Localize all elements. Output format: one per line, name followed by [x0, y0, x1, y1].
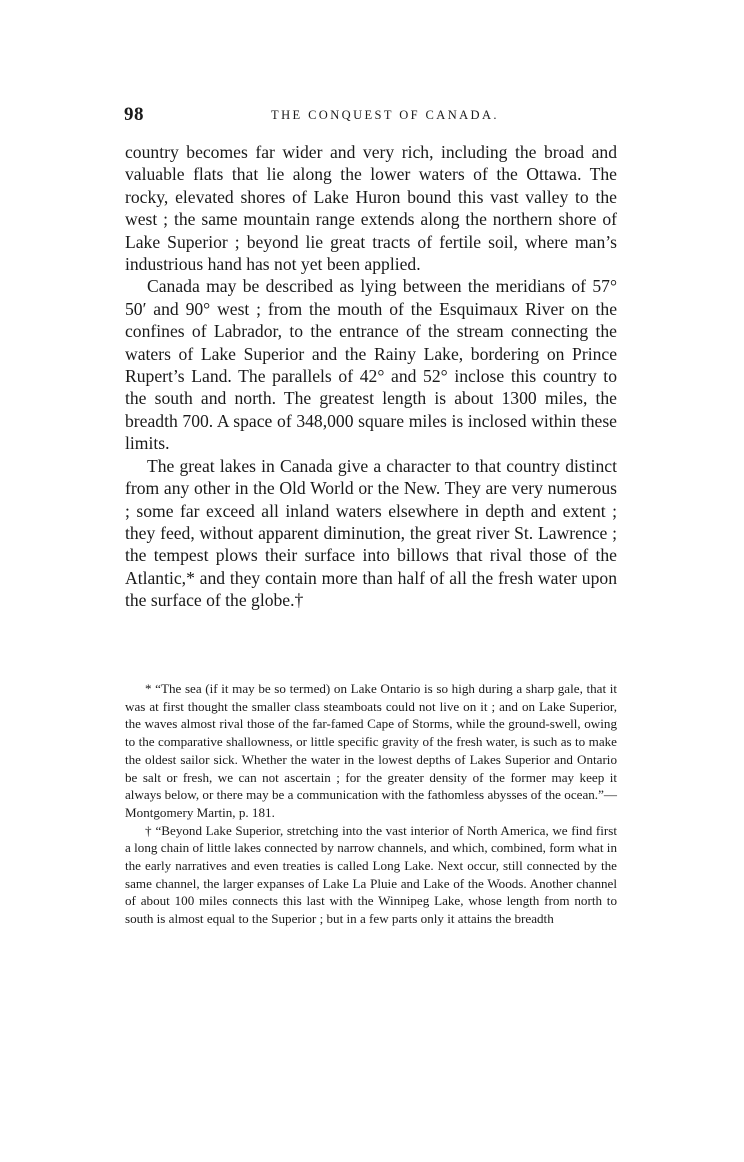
- page-header: [124, 104, 618, 128]
- paragraph: country becomes far wider and very rich, including the broad and valuable flats that lie along the lower waters of the Ottawa. The rocky, elevated shores of Lake Huron bound this vast valley to the west ; the same mountain range extends along the northern shore of Lake Superior ; beyond lie great tracts of fertile soil, where man’s industrious hand has not yet been applied.: [125, 142, 617, 275]
- footnotes: [125, 680, 617, 928]
- running-title: THE CONQUEST OF CANADA.: [271, 108, 499, 122]
- footnote: † “Beyond Lake Superior, stretching into the vast interior of North America, we find first a long chain of little lakes connected by narrow channels, and which, combined, form what in the early narratives and even treaties is called Long Lake. Next occur, still connected by the same channel, the larger expanses of Lake La Pluie and Lake of the Woods. Another channel of about 100 miles connects this last with the Winnipeg Lake, whose length from north to south is almost equal to the Superior ; but in a few parts only it attains the breadth: [125, 822, 617, 927]
- footnote: * “The sea (if it may be so termed) on Lake Ontario is so high during a sharp gale, that it was at first thought the smaller class steamboats could not live on it ; and on Lake Superior, the waves almost rival those of the far-famed Cape of Storms, while the ground-swell, owing to the comparative shallowness, or little specific gravity of the fresh water, is such as to make the oldest sailor sick. Whether the water in the lowest depths of Lakes Superior and Ontario be salt or fresh, we can not ascertain ; for the greater density of the former may keep it always below, or there may be a communication with the fathomless abysses of the ocean.”—Montgomery Martin, p. 181.: [125, 681, 617, 820]
- paragraph: The great lakes in Canada give a character to that country distinct from any other in the Old World or the New. They are very numerous ; some far exceed all inland waters elsewhere in depth and extent ; they feed, without apparent diminution, the great river St. Lawrence ; the tempest plows their surface into billows that rival those of the Atlantic,* and they contain more than half of all the fresh water upon the surface of the globe.†: [125, 455, 617, 611]
- page-number: 98: [124, 104, 144, 125]
- main-text: [125, 141, 617, 612]
- paragraph: Canada may be described as lying between the meridians of 57° 50′ and 90° west ; from the mouth of the Esquimaux River on the confines of Labrador, to the entrance of the stream connecting the waters of Lake Superior and the Rainy Lake, bordering on Prince Rupert’s Land. The parallels of 42° and 52° inclose this country to the south and north. The greatest length is about 1300 miles, the breadth 700. A space of 348,000 square miles is inclosed within these limits.: [125, 276, 617, 454]
